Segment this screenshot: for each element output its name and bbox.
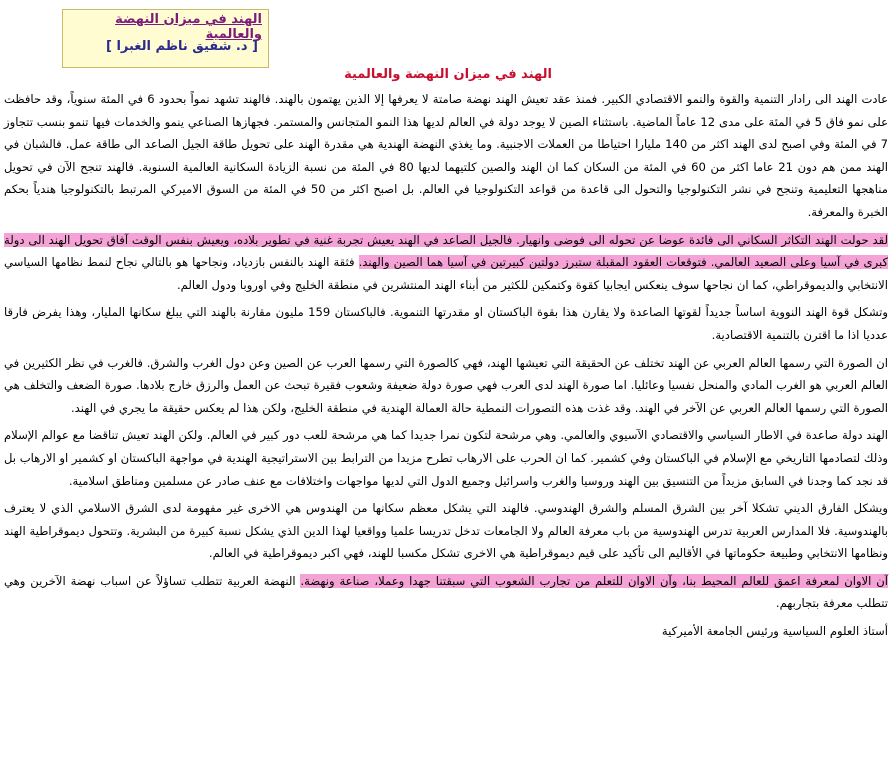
paragraph-3: وتشكل قوة الهند النووية اساساً جديداً لقوتها الصاعدة ولا يقارن هذا بقوة الباكستان او مقدرتها التنموية. فالباكستان 159 مليون مقارنة بالهند التي يبلغ سكانها المليار، وهذا يفرض فارقا عدديا اذا ما اقترن بالتنمية الاقتصادية.: [4, 305, 888, 342]
paragraph-7: [4, 570, 888, 615]
highlighted-text: لقد حولت الهند التكاثر السكاني الى فائدة عوضا عن تحوله الى فوضى وانهيار. فالجيل الصاعد في الهند يعيش تجربة غنية في تطوير بلاده، ويعيش بنفس الوقت آفاق تحويل الهند الى دولة كبرى في آسيا وعلى الصعيد العالمي. فتوقعات العقود المقبلة ستبرز دولتين كبيرتين في آسيا هما الصين والهند.: [4, 232, 888, 270]
highlighted-text: آن الاوان لمعرفة اعمق للعالم المحيط بنا، وآن الاوان للتعلم من تجارب الشعوب التي سبقتنا جهدا وعملا، صناعة ونهضة.: [300, 573, 888, 588]
paragraph-2: [4, 229, 888, 297]
paragraph-text: فثقة الهند بالنفس بازدياد، ونجاحها هو بالتالي نجاح لنمط نظامها السياسي الانتخابي والديموقراطي، كما ان نجاحها سوف ينعكس ايجابيا كقوة وكتمكين للكثير من أبناء الهند المنتشرين في منطقة الخليج وفي اوروبا ودول العالم.: [4, 255, 888, 292]
article-header-box: [62, 9, 269, 68]
paragraph-5: الهند دولة صاعدة في الاطار السياسي والاقتصادي الآسيوي والعالمي. وهي مرشحة لتكون نمرا جديدا كما هي مرشحة للعب دور كبير في العالم. ولكن الهند تعيش تناقضا مع عوالم الإسلام وذلك لتصادمها التاريخي مع الإسلام في الباكستان وفي كشمير. كما ان الحرب على الارهاب تطرح مزيدا من الترابط بين الاستراتيجية الهندية في مواجهة الباكستان او كشمير او الارهاب بل قد نجد كما وجدنا في السابق مزيداً من التنسيق بين الهند وروسيا والغرب واسرائيل وجميع الدول التي لديها مواجهات واختلافات مع عنف صادر عن مسلمين ومناطق اسلامية.: [4, 428, 888, 488]
article-body: [4, 88, 888, 648]
paragraph-4: ان الصورة التي رسمها العالم العربي عن الهند تختلف عن الحقيقة التي تعيشها الهند، فهي كالصورة التي رسمها العرب عن الصين وعن دول الغرب والشرق. فالغرب في نظر الكثيرين في العالم العربي هو الغرب المادي والمنحل نفسيا وعائليا. اما صورة الهند لدى العرب فهي صورة دولة ضعيفة وشعوب فقيرة تبحث عن العمل والرزق خارج بلادها. صورة الضعف والتخلف هي الصورة التي رسمها العالم العربي عن الآخر في الهند. وقد غذت هذه التصورات النمطية حالة العمالة الهندية في منطقة الخليج، ولكن هذا لم يعكس حقيقة ما يجري في الهند.: [4, 355, 888, 415]
article-title: الهند في ميزان النهضة والعالمية: [344, 67, 552, 82]
header-author: [ د. شفيق ناظم الغبرا ]: [105, 39, 258, 54]
author-signature: أستاذ العلوم السياسية ورئيس الجامعة الأميركية: [661, 624, 888, 639]
paragraph-text: النهضة العربية تتطلب تساؤلاً عن اسباب نهضة الآخرين وهي تتطلب معرفة بتجاربهم.: [4, 573, 888, 611]
paragraph-1: عادت الهند الى رادار التنمية والقوة والنمو الاقتصادي الكبير. فمنذ عقد تعيش الهند نهضة صامتة لا يعرفها إلا الذين يهتمون بالهند. فالهند تشهد نمواً بحدود 6 في المئة سنوياً، وقد حافظت على نمو فاق 5 في المئة على مدى 12 عاماً الماضية. باستثناء الصين لا يوجد دولة في العالم لديها هذا النمو المتجانس والمستمر. فجهازها الصناعي ينمو والخدمات فيها تنمو بنسب تتجاوز 7 في المئة وفي اصبح لدى الهند اكثر من 140 مليارا احتياطا من العملات الاجنبية. وما يغذي النهضة الهندية هي مقدرة الهند على تحويل طاقة الجيل الصاعد الى طاقة عمل. فالشبان في الهند ممن هم دون 21 عاما اكثر من 60 في المئة من السكان كما ان الهند والصين كلتيهما لديها 80 في المئة من نسبة الزيادة السكانية العالمية السنوية. فالهند تنجح الآن في تحويل مناهجها التعليمية وتنجح في نشر التكنولوجيا والتحول الى قاعدة من قواعد التكنولوجيا في العالم. بل اصبح اكثر من 50 في المئة من السوق الاميركي المرتبط بالتكنولوجيا هندياً بحكم الخبرة والمعرفة.: [4, 92, 889, 219]
paragraph-6: ويشكل الفارق الديني تشكلا آخر بين الشرق المسلم والشرق الهندوسي. فالهند التي يشكل معظم سكانها من الهندوس هي الاخرى غير مفهومة لدى الشرق الاسلامي الذي لا يعترف بالهندوسية. فلا المدارس العربية تدرس الهندوسية من باب معرفة العالم ولا الجامعات تدخل تدريسا علميا وواقعيا لهذا الدين الذي يشكل نسبة كبيرة من البشرية. وتتحول ديموقراطية الهند ونظامها الانتخابي وطبيعة حكوماتها في الأقاليم الى تأكيد على قيم ديموقراطية هي الاخرى تشكل مكسبا للهند، فهي اكبر ديموقراطية في العالم.: [4, 501, 888, 561]
header-title-link[interactable]: الهند في ميزان النهضة والعالمية: [115, 12, 262, 42]
